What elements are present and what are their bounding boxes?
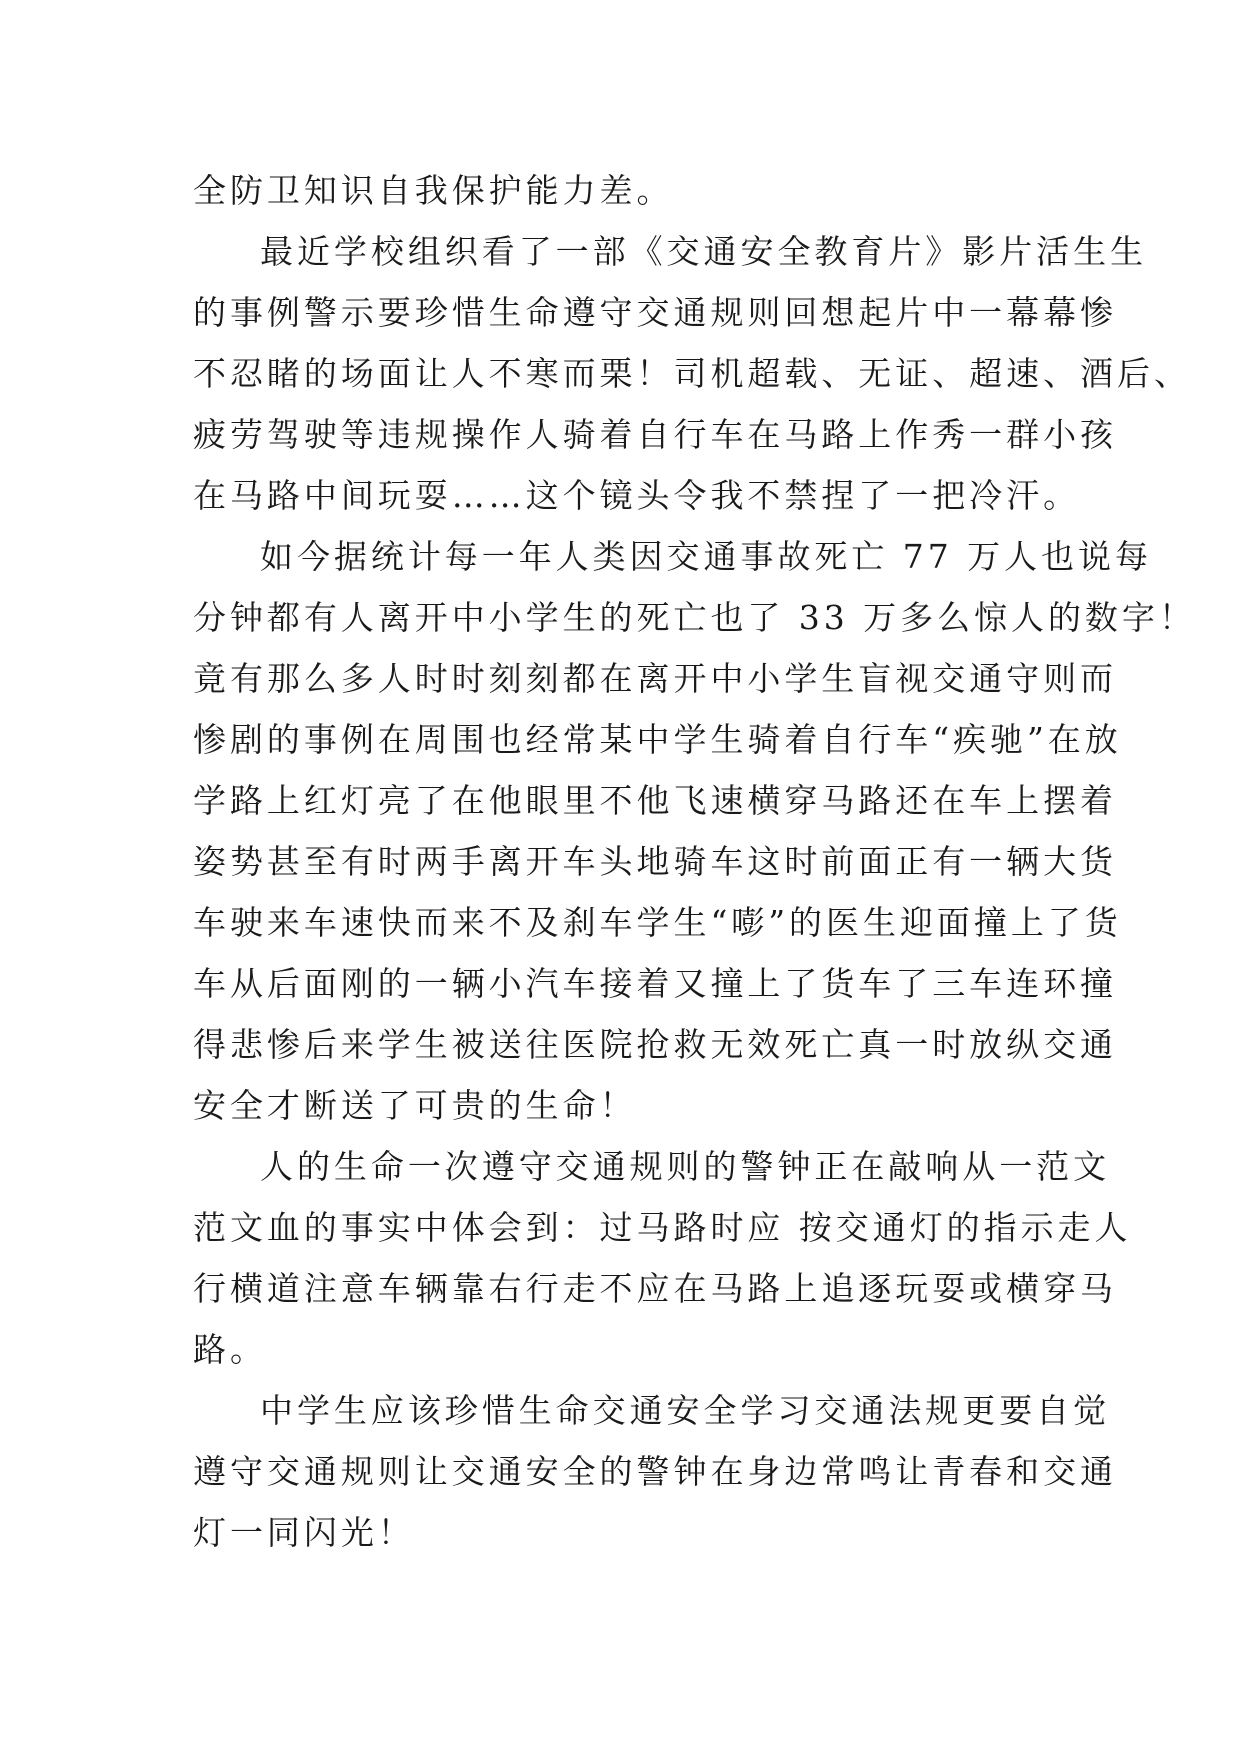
text-line: 如今据统计每一年人类因交通事故死亡 77 万人也说每 bbox=[260, 537, 1152, 576]
text-line: 不忍睹的场面让人不寒而栗！司机超载、无证、超速、酒后、 bbox=[193, 354, 1191, 393]
document-body bbox=[193, 160, 1196, 1563]
text-line: 路。 bbox=[193, 1330, 267, 1369]
text-line: 范文血的事实中体会到：过马路时应 按交通灯的指示走人 bbox=[193, 1208, 1132, 1247]
text-line: 的事例警示要珍惜生命遵守交通规则回想起片中一幕幕惨 bbox=[193, 293, 1117, 332]
text-line: 惨剧的事例在周围也经常某中学生骑着自行车“疾驰”在放 bbox=[193, 720, 1122, 759]
text-line: 安全才断送了可贵的生命！ bbox=[193, 1086, 637, 1125]
paragraph bbox=[193, 526, 1196, 1136]
paragraph bbox=[193, 1136, 1132, 1380]
paragraph bbox=[193, 221, 1191, 526]
text-line: 姿势甚至有时两手离开车头地骑车这时前面正有一辆大货 bbox=[193, 842, 1117, 881]
text-line: 人的生命一次遵守交通规则的警钟正在敲响从一范文 bbox=[260, 1147, 1111, 1186]
text-line: 行横道注意车辆靠右行走不应在马路上追逐玩耍或横穿马 bbox=[193, 1269, 1117, 1308]
text-line: 最近学校组织看了一部《交通安全教育片》影片活生生 bbox=[260, 232, 1148, 271]
text-line: 学路上红灯亮了在他眼里不他飞速横穿马路还在车上摆着 bbox=[193, 781, 1117, 820]
text-line: 全防卫知识自我保护能力差。 bbox=[193, 171, 674, 210]
paragraph bbox=[193, 1380, 1117, 1563]
text-line: 遵守交通规则让交通安全的警钟在身边常鸣让青春和交通 bbox=[193, 1452, 1117, 1491]
text-line: 在马路中间玩耍……这个镜头令我不禁捏了一把冷汗。 bbox=[193, 476, 1081, 515]
text-line: 竟有那么多人时时刻刻都在离开中小学生盲视交通守则而 bbox=[193, 659, 1117, 698]
text-line: 得悲惨后来学生被送往医院抢救无效死亡真一时放纵交通 bbox=[193, 1025, 1117, 1064]
text-line: 疲劳驾驶等违规操作人骑着自行车在马路上作秀一群小孩 bbox=[193, 415, 1117, 454]
text-line: 车从后面刚的一辆小汽车接着又撞上了货车了三车连环撞 bbox=[193, 964, 1117, 1003]
paragraph bbox=[193, 160, 1053, 221]
text-line: 车驶来车速快而来不及刹车学生“嘭”的医生迎面撞上了货 bbox=[193, 903, 1122, 942]
text-line: 中学生应该珍惜生命交通安全学习交通法规更要自觉 bbox=[260, 1391, 1111, 1430]
text-line: 灯一同闪光！ bbox=[193, 1513, 415, 1552]
text-line: 分钟都有人离开中小学生的死亡也了 33 万多么惊人的数字！ bbox=[193, 598, 1196, 637]
